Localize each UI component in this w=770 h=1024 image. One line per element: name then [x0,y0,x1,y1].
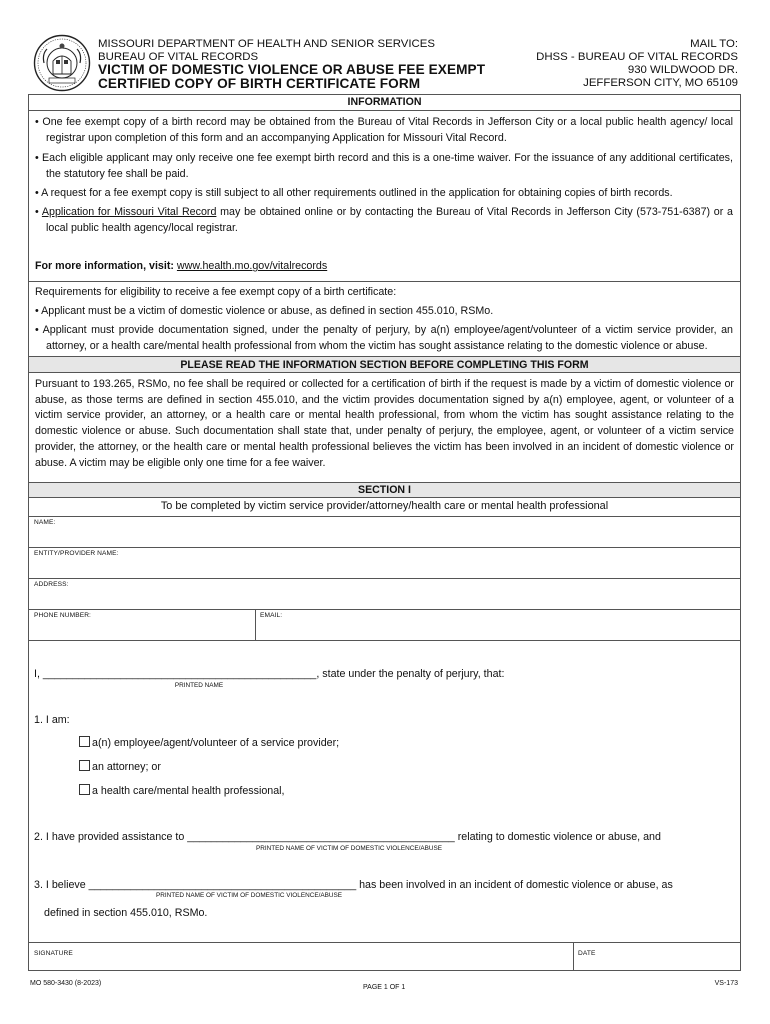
notice-heading: PLEASE READ THE INFORMATION SECTION BEFORE COMPLETING THIS FORM [29,356,740,373]
date-label: DATE [578,950,596,957]
email-label: EMAIL: [260,612,283,619]
info-bullet-2: • Each eligible applicant may only receive one fee exempt birth record and this is a one-time waiver. For the issuance of any additional certificates, the statutory fee shall be paid. [35,152,733,180]
victim-name-caption-2: PRINTED NAME OF VICTIM OF DOMESTIC VIOLENCE/ABUSE [255,845,443,852]
missouri-state-seal-icon [33,34,91,92]
i-am-label: 1. I am: [34,714,70,726]
vital-records-url-link[interactable]: www.health.mo.gov/vitalrecords [176,260,328,272]
form-title-line2: CERTIFIED COPY OF BIRTH CERTIFICATE FORM [98,76,421,91]
form-body [28,94,741,971]
mail-city: JEFFERSON CITY, MO 65109 [583,77,738,89]
bureau-name: BUREAU OF VITAL RECORDS [98,50,259,63]
option-service-provider[interactable] [79,736,339,750]
info-bullet-4-marker: • [35,206,42,218]
section-1-subheading: To be completed by victim service provider/attorney/health care or mental health professional [160,500,609,512]
printed-name-caption: PRINTED NAME [174,682,224,689]
victim-name-caption-3: PRINTED NAME OF VICTIM OF DOMESTIC VIOLENCE/ABUSE [155,892,343,899]
mail-org: DHSS - BUREAU OF VITAL RECORDS [536,51,738,63]
date-field[interactable] [574,943,740,971]
service-provider-checkbox[interactable] [79,736,90,747]
option-2-label: an attorney; or [92,761,161,773]
mail-street: 930 WILDWOOD DR. [627,64,738,76]
phone-label: PHONE NUMBER: [34,612,91,619]
form-title-line1: VICTIM OF DOMESTIC VIOLENCE OR ABUSE FEE EXEMPT [98,62,486,77]
attorney-checkbox[interactable] [79,760,90,771]
section-1-heading: SECTION I [29,482,740,498]
email-field[interactable] [256,610,740,640]
phone-field[interactable] [29,610,255,640]
info-bullet-4 [35,205,733,236]
more-info [35,259,734,275]
statement-printed-name[interactable]: I, ______________________________________________, state under the penalty of perjury, that: [34,668,505,680]
option-3-label: a health care/mental health professional, [92,785,285,797]
notice-body: Pursuant to 193.265, RSMo, no fee shall be required or collected for a certification of birth if the request is made by a victim of domestic violence or abuse, as those terms are defined in section 455.010, and the victim provides documentation signed by a(n) employee, agent, or volunteer of a victim service provider, an attorney, or a health care or mental health professional, from whom the victim has sought assistance relating to the domestic violence or abuse. Such documentation shall state that, under penalty of perjury, the employee, agent, or volunteer of a victim service provider, the attorney, or the health care or mental health professional believes the victim has been involved in an incident of domestic violence or abuse. A victim may be eligible only one time for a fee waiver. [35,378,734,469]
mailing-address [536,38,738,90]
vs-code: VS-173 [714,980,738,987]
mail-to-label: MAIL TO: [690,38,738,50]
signature-field[interactable] [29,943,573,971]
form-number: MO 580-3430 (8-2023) [30,980,102,987]
more-info-label: For more information, visit: [35,260,177,272]
info-bullet-3: • A request for a fee exempt copy is still subject to all other requirements outlined in the application for obtaining copies of birth records. [35,187,673,199]
address-label: ADDRESS: [34,581,69,588]
divider [29,281,740,282]
name-field[interactable] [29,517,740,547]
header-left [98,38,485,91]
entity-provider-field[interactable] [29,548,740,578]
application-link[interactable]: Application for Missouri Vital Record [41,206,217,218]
statement-3[interactable]: 3. I believe _____________________________________________ has been involved in an incident of domestic violence or abuse, as [34,879,673,891]
option-attorney[interactable] [79,760,161,774]
requirement-2: • Applicant must provide documentation signed, under the penalty of perjury, by a(n) employee/agent/volunteer of a victim service provider, an attorney, or a health care/mental health professional from whom the victim has sought assistance relating to the domestic violence or abuse. [35,324,733,352]
entity-provider-label: ENTITY/PROVIDER NAME: [34,550,119,557]
divider [29,640,740,641]
page-number: PAGE 1 OF 1 [363,984,406,991]
info-bullet-1: • One fee exempt copy of a birth record may be obtained from the Bureau of Vital Records in Jefferson City or a local public health agency/ local registrar upon completion of this form and an accompanying Application for Missouri Vital Record. [35,116,733,144]
statement-2[interactable]: 2. I have provided assistance to _____________________________________________ relating to domestic violence or abuse, and [34,831,661,843]
statement-3-continued: defined in section 455.010, RSMo. [44,907,208,919]
name-label: NAME: [34,519,56,526]
requirements-intro: Requirements for eligibility to receive a fee exempt copy of a birth certificate: [35,286,397,298]
health-professional-checkbox[interactable] [79,784,90,795]
info-bullet-4-text: may be obtained online or by contacting the Bureau of Vital Records in Jefferson City (573-751-6387) or a local public health agency/local registrar. [46,206,733,234]
option-health-professional[interactable] [79,784,285,798]
signature-label: SIGNATURE [34,950,73,957]
information-heading: INFORMATION [29,95,740,111]
option-1-label: a(n) employee/agent/volunteer of a service provider; [92,737,340,749]
requirement-1: • Applicant must be a victim of domestic violence or abuse, as defined in section 455.010, RSMo. [35,305,494,317]
address-field[interactable] [29,579,740,609]
department-name: MISSOURI DEPARTMENT OF HEALTH AND SENIOR SERVICES [98,38,435,50]
